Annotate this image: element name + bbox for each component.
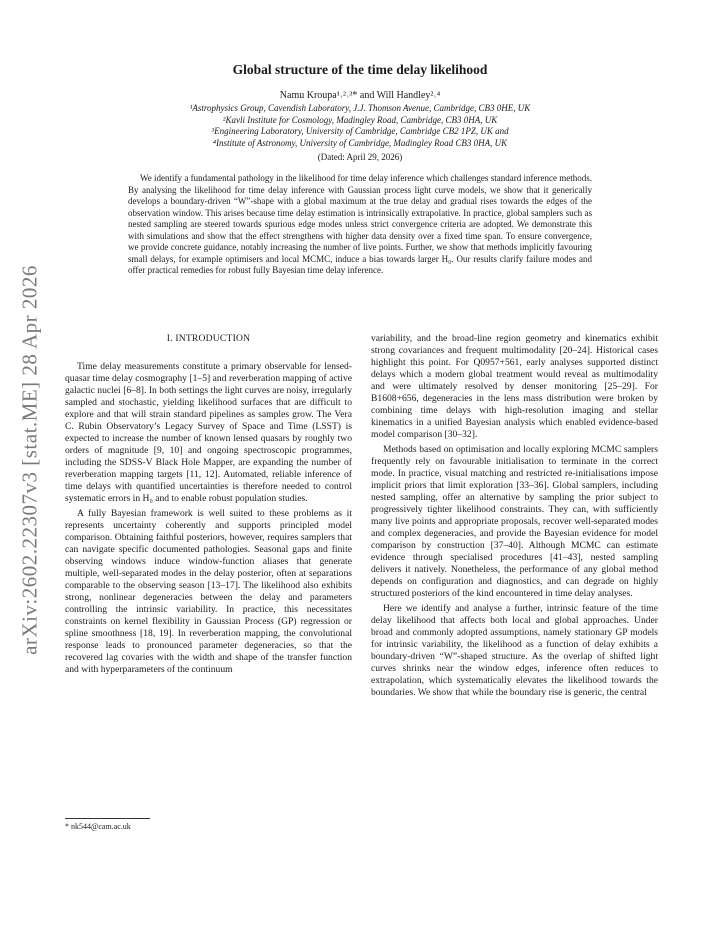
author-list: Namu Kroupa¹˒²˒³* and Will Handley²˒⁴ <box>279 90 441 101</box>
affiliations <box>0 103 720 149</box>
footnote-email[interactable]: * nk544@cam.ac.uk <box>65 822 131 831</box>
section-heading: I. INTRODUCTION <box>166 333 251 344</box>
affiliation-line: ³Engineering Laboratory, University of Cambridge, Cambridge CB2 1PZ, UK and <box>211 126 509 136</box>
body-paragraph: variability, and the broad-line region geometry and kinematics exhibit strong covariances and frequent multimodality [20–24]. Historical cases highlight this point. For Q0957+561, early analyses supported distinct delays which a modern global treatment would reveal as multimodality and were ultimately resolved by denser monitoring [25–29]. For B1608+656, degeneracies in the lens mass distribution were broken by combining time delays with high-resolution imaging and stellar kinematics in a unified Bayesian analysis which enabled evidence-based model comparison [30–32]. <box>371 333 658 440</box>
arxiv-identifier-text: arXiv:2602.22307v3 [stat.ME] 28 Apr 2026 <box>17 265 42 655</box>
affiliation-line: ⁴Institute of Astronomy, University of Cambridge, Madingley Road CB3 0HA, UK <box>212 137 508 148</box>
affiliation-line: ²Kavli Institute for Cosmology, Madingley Road, Cambridge, CB3 0HA, UK <box>222 114 498 125</box>
footnote-rule <box>65 818 150 819</box>
body-paragraph: Here we identify and analyse a further, intrinsic feature of the time delay likelihood that affects both local and global approaches. Under broad and commonly adopted assumptions, namely stationary GP models for intrinsic variability, the likelihood as a function of delay exhibits a boundary-driven “W”-shaped structure. As the overlap of shifted light curves shrinks near the window edges, inference often reduces to extrapolation, which systematically elevates the likelihood towards the boundaries. We show that while the boundary rise is generic, the central <box>371 603 658 698</box>
body-paragraph: A fully Bayesian framework is well suited to these problems as it represents uncertainty coherently and supports principled model comparison. Obtaining faithful posteriors, however, requires samplers that can navigate specific documented pathologies. Seasonal gaps and finite observing windows induce window-function aliases that generate multiple, well-separated modes in the delay posterior, often at separations comparable to the observing season [13–17]. The likelihood also exhibits strong, nonlinear degeneracies between the delay and parameters controlling the intrinsic variability. In practice, this necessitates constraints on kernel flexibility in Gaussian Process (GP) regression or spline smoothness [18, 19]. In reverberation mapping, the convolutional response leads to pronounced parameter degeneracies, so that the recovered lag covaries with the width and shape of the transfer function and with hyperparameters of the continuum <box>65 508 352 675</box>
arxiv-identifier-stamp <box>10 250 50 670</box>
left-column <box>65 333 352 679</box>
body-paragraph: Methods based on optimisation and locally exploring MCMC samplers frequently rely on favourable initialisation to terminate in the correct mode. In practice, visual matching and restricted re-initialisations impose implicit priors that limit exploration [33–36]. Global samplers, including nested sampling, offer an alternative by sampling the prior subject to progressively tighter likelihood constraints. They can, with sufficiently many live points and appropriate proposals, recover well-separated modes and complex degeneracies, and provide the Bayesian evidence for model comparison by construction [37–40]. Although MCMC can estimate evidence through specialised procedures [41–43], nested sampling delivers it natively. Nonetheless, the performance of any global method depends on configuration and diagnostics, and can degrade on highly structured posteriors of the kind encountered in time delay analyses. <box>371 444 658 599</box>
paper-title: Global structure of the time delay likelihood <box>232 62 488 77</box>
affiliation-line: ¹Astrophysics Group, Cavendish Laboratory, J.J. Thomson Avenue, Cambridge, CB3 0HE, UK <box>189 103 531 113</box>
right-column <box>371 333 658 702</box>
abstract: We identify a fundamental pathology in the likelihood for time delay inference which challenges standard inference methods. By analysing the likelihood for time delay inference with Gaussian process light curve models, we show that it generically develops a boundary-driven “W”-shape with a global maximum at the true delay and gradual rises towards the edges of the observation window. This arises because time delay estimation is intrinsically extrapolative. In practice, global samplers such as nested sampling are steered towards spurious edge modes unless strict convergence criteria are adopted. We demonstrate this with simulations and show that the effect strengthens with higher data density over a fixed time span. To ensure convergence, we provide concrete guidance, notably increasing the number of live points. Further, we show that methods implicitly favouring small delays, for example optimisers and local MCMC, induce a bias towards larger H₀. Our results clarify failure modes and offer practical remedies for robust fully Bayesian time delay inference. <box>128 173 592 275</box>
body-paragraph: Time delay measurements constitute a primary observable for lensed-quasar time delay cosmography [1–5] and reverberation mapping of active galactic nuclei [6–8]. In both settings the light curves are noisy, irregularly sampled and stochastic, yielding likelihood surfaces that are difficult to explore and that will strain standard pipelines as samples grow. The Vera C. Rubin Observatory’s Legacy Survey of Space and Time (LSST) is expected to increase the number of known lensed quasars by roughly two orders of magnitude [9, 10] and ongoing spectroscopic programmes, including the SDSS-V Black Hole Mapper, are expanding the number of reverberation mapping targets [11, 12]. Automated, reliable inference of time delays with quantified uncertainties is therefore needed to control systematic errors in H₀ and to enable robust population studies. <box>65 361 352 504</box>
dated-line: (Dated: April 29, 2026) <box>317 152 403 162</box>
